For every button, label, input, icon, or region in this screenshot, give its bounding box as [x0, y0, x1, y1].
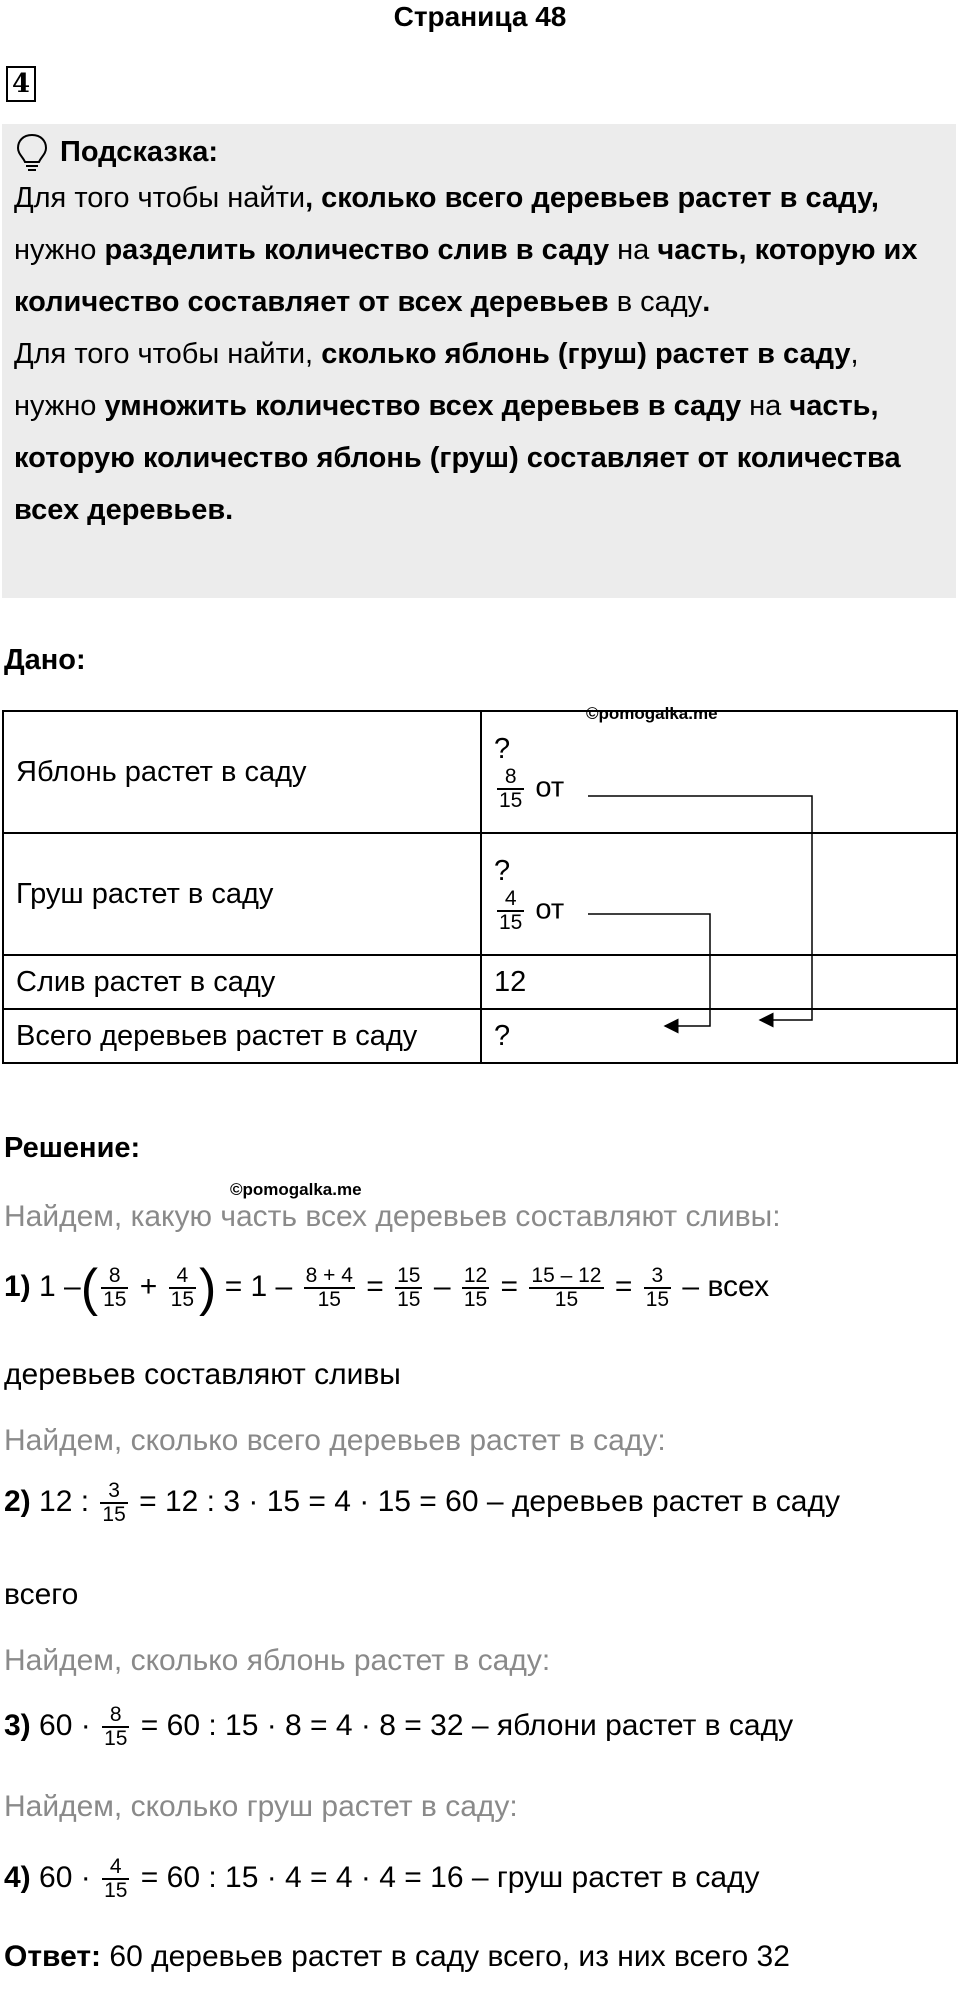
expr: + — [139, 1269, 158, 1303]
hint-title: Подсказка: — [60, 136, 219, 168]
solution-intro-3: Найдем, сколько яблонь растет в саду: — [4, 1644, 551, 1677]
task-number: 4 — [6, 66, 36, 102]
hint-text: Для того чтобы найти — [14, 182, 306, 214]
row-label: Всего деревьев растет в саду — [3, 1009, 481, 1063]
expr: 60 · — [39, 1708, 91, 1742]
answer-line — [4, 1940, 790, 1974]
expr: = 60 : 15 · 4 = 4 · 4 = 16 – груш растет в саду — [140, 1860, 760, 1894]
denominator: 15 — [463, 1288, 488, 1311]
fraction — [529, 1265, 603, 1311]
hint-bold: , сколько всего деревьев растет в саду, — [305, 182, 879, 214]
step-number: 1) — [4, 1269, 31, 1303]
numerator: 8 — [109, 1703, 122, 1726]
numerator: 8 — [108, 1264, 121, 1287]
numerator: 8 — [504, 765, 517, 788]
denominator: 15 — [170, 1288, 195, 1311]
connector-arrows — [0, 700, 960, 1040]
fraction — [462, 1265, 489, 1311]
hint-text: нужно — [14, 234, 105, 266]
expr: = 1 – — [224, 1269, 293, 1303]
numerator: 4 — [504, 887, 517, 910]
solution-step-2 — [4, 1480, 840, 1526]
lightbulb-icon — [14, 132, 50, 172]
hint-header — [14, 132, 944, 172]
watermark: ©pomogalka.me — [230, 1180, 362, 1199]
denominator: 15 — [104, 1879, 128, 1902]
solution-label: Решение: — [4, 1132, 141, 1164]
row-value: 12 — [481, 955, 957, 1009]
hint-bold: . — [702, 286, 711, 318]
numerator: 12 — [463, 1264, 488, 1287]
fraction — [102, 1704, 129, 1750]
hint-text: в саду — [608, 286, 703, 318]
row-value: ? — [481, 1009, 957, 1063]
hint-bold: разделить количество слив в саду — [104, 234, 610, 266]
hint-bold: часть, которую их количество составляет от всех деревьев — [14, 234, 918, 318]
of-word: от — [535, 893, 565, 926]
hint-text: на — [609, 234, 658, 266]
numerator: 8 + 4 — [305, 1264, 353, 1287]
fraction — [304, 1265, 355, 1311]
of-word: от — [535, 771, 565, 804]
paren-close: ) — [199, 1259, 217, 1317]
fraction — [395, 1265, 422, 1311]
expr: – всех — [682, 1269, 770, 1303]
watermark: ©pomogalka.me — [586, 704, 718, 723]
answer-label: Ответ: — [4, 1940, 102, 1973]
denominator: 15 — [499, 789, 523, 812]
denominator: 15 — [397, 1288, 421, 1311]
expr: 1 – — [39, 1269, 81, 1303]
expr: = 12 : 3 · 15 = 4 · 15 = 60 – деревьев растет в саду — [139, 1484, 840, 1518]
fraction — [169, 1265, 196, 1311]
expr: = — [500, 1269, 519, 1303]
step-number: 3) — [4, 1708, 31, 1742]
solution-intro-1: Найдем, какую часть всех деревьев составляют сливы: — [4, 1200, 781, 1233]
hint-bold: часть, которую количество яблонь (груш) составляет от количества всех деревьев. — [14, 390, 901, 526]
fraction — [644, 1265, 671, 1311]
expr: = — [614, 1269, 633, 1303]
question-mark: ? — [494, 855, 511, 887]
numerator: 4 — [109, 1855, 122, 1878]
expr: = 60 : 15 · 8 = 4 · 8 = 32 – яблони растет в саду — [140, 1708, 794, 1742]
paren-open: ( — [80, 1259, 99, 1317]
hint-paragraph-1 — [14, 172, 944, 328]
solution-step-4 — [4, 1856, 760, 1902]
numerator: 3 — [108, 1479, 120, 1502]
denominator: 15 — [499, 911, 523, 934]
hint-paragraph-2 — [14, 328, 944, 536]
hint-box — [2, 124, 956, 598]
denominator: 15 — [102, 1503, 126, 1526]
step-number: 4) — [4, 1860, 31, 1894]
numerator: 4 — [176, 1264, 189, 1287]
numerator: 3 — [651, 1264, 664, 1287]
question-mark: ? — [494, 733, 511, 765]
solution-step-1 — [4, 1259, 770, 1317]
expr: 12 : — [39, 1484, 90, 1518]
answer-text: 60 деревьев растет в саду всего, из них всего 32 — [109, 1940, 790, 1973]
solution-intro-4: Найдем, сколько груш растет в саду: — [4, 1790, 518, 1823]
fraction — [102, 1856, 129, 1902]
denominator: 15 — [645, 1288, 670, 1311]
hint-text: , нужно — [14, 338, 859, 422]
fraction — [101, 1265, 128, 1311]
numerator: 15 — [397, 1264, 421, 1287]
expr: = — [366, 1269, 384, 1303]
step-number: 2) — [4, 1484, 31, 1518]
numerator: 15 – 12 — [531, 1264, 602, 1287]
hint-bold: сколько яблонь (груш) растет в саду — [321, 338, 851, 370]
page-title: Страница 48 — [393, 1, 567, 32]
arrow-apples-to-total — [588, 796, 812, 1020]
expr: 60 · — [39, 1860, 91, 1894]
denominator: 15 — [103, 1288, 127, 1311]
hint-text: на — [741, 390, 790, 422]
row-label: Груш растет в саду — [3, 833, 481, 955]
hint-bold: умножить количество всех деревьев в саду — [104, 390, 742, 422]
arrow-pears-to-total — [588, 914, 710, 1026]
denominator: 15 — [104, 1727, 128, 1750]
solution-intro-2: Найдем, сколько всего деревьев растет в саду: — [4, 1424, 666, 1457]
hint-text: Для того чтобы найти, — [14, 338, 322, 370]
solution-step-1-cont: деревьев составляют сливы — [4, 1358, 401, 1391]
solution-step-2-cont: всего — [4, 1578, 79, 1611]
row-label: Яблонь растет в саду — [3, 711, 481, 833]
solution-step-3 — [4, 1704, 793, 1750]
fraction — [100, 1480, 127, 1526]
given-label: Дано: — [4, 644, 86, 676]
denominator: 15 — [304, 1287, 355, 1311]
row-label: Слив растет в саду — [3, 955, 481, 1009]
denominator: 15 — [529, 1287, 603, 1311]
expr: – — [433, 1269, 451, 1303]
